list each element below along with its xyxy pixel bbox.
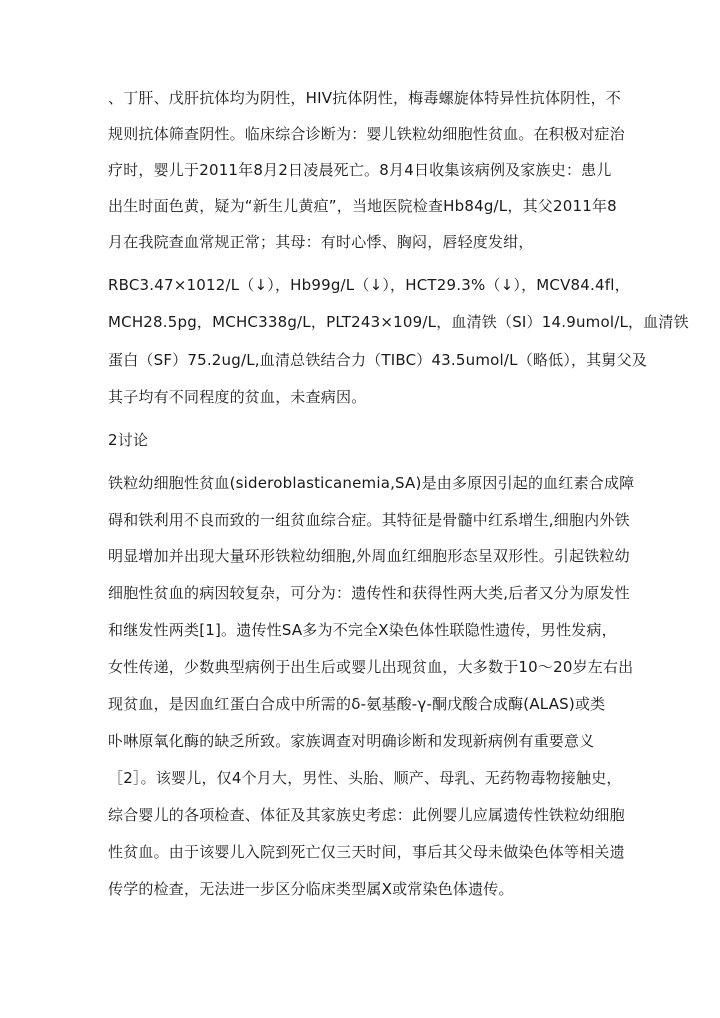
paragraph-2-line-9: ［2］。该婴儿，仅4个月大，男性、头胎、顺产、母乳、无药物毒物接触史，: [108, 769, 622, 787]
section-heading: 2讨论: [108, 431, 149, 449]
paragraph-2-line-1: 铁粒幼细胞性贫血(sideroblasticanemia,SA)是由多原因引起的血红素合成障: [108, 474, 635, 492]
paragraph-2-line-5: 和继发性两类[1]。遗传性SA多为不完全X染色体性联隐性遗传，男性发病，: [108, 621, 617, 639]
paragraph-1-line-1: 、丁肝、戊肝抗体均为阴性，HIV抗体阴性，梅毒螺旋体特异性抗体阴性，不: [108, 89, 621, 107]
paragraph-1-line-2: 规则抗体筛查阴性。临床综合诊断为：婴儿铁粒幼细胞性贫血。在积极对症治: [108, 125, 625, 143]
paragraph-1-line-3: 疗时，婴儿于2011年8月2日凌晨死亡。8月4日收集该病例及家族史：患儿: [108, 161, 612, 179]
paragraph-1-line-8: 蛋白（SF）75.2ug/L,血清总铁结合力（TIBC）43.5umol/L（略低），其舅父及: [108, 351, 648, 369]
paragraph-2-line-7: 现贫血，是因血红蛋白合成中所需的δ-氨基酸-γ-酮戊酸合成酶(ALAS)或类: [108, 695, 606, 713]
paragraph-2-line-12: 传学的检查，无法进一步区分临床类型属X或常染色体遗传。: [108, 880, 514, 898]
paragraph-1-line-6: RBC3.47×1012/L（↓），Hb99g/L（↓），HCT29.3%（↓），MCV84.4fl，: [108, 276, 630, 294]
paragraph-1-line-5: 月在我院查血常规正常；其母：有时心悸、胸闷，唇轻度发绀，: [108, 233, 534, 251]
paragraph-1-line-7: MCH28.5pg，MCHC338g/L，PLT243×109/L，血清铁（SI）14.9umol/L，血清铁: [108, 313, 689, 331]
paragraph-1-line-9: 其子均有不同程度的贫血，未查病因。: [108, 388, 367, 406]
paragraph-2-line-11: 性贫血。由于该婴儿入院到死亡仅三天时间，事后其父母未做染色体等相关遗: [108, 843, 625, 861]
paragraph-2-line-8: 卟啉原氧化酶的缺乏所致。家族调查对明确诊断和发现新病例有重要意义: [108, 732, 595, 750]
paragraph-2-line-6: 女性传递，少数典型病例于出生后或婴儿出现贫血，大多数于10～20岁左右出: [108, 658, 634, 676]
paragraph-2-line-2: 碍和铁利用不良而致的一组贫血综合症。其特征是骨髓中红系增生,细胞内外铁: [108, 511, 630, 529]
paragraph-2-line-3: 明显增加并出现大量环形铁粒幼细胞,外周血红细胞形态呈双形性。引起铁粒幼: [108, 547, 630, 565]
paragraph-1-line-4: 出生时面色黄，疑为“新生儿黄疸”，当地医院检查Hb84g/L，其父2011年8: [108, 197, 617, 215]
paragraph-2-line-4: 细胞性贫血的病因较复杂，可分为：遗传性和获得性两大类,后者又分为原发性: [108, 584, 630, 602]
paragraph-2-line-10: 综合婴儿的各项检查、体征及其家族史考虑：此例婴儿应属遗传性铁粒幼细胞: [108, 806, 625, 824]
